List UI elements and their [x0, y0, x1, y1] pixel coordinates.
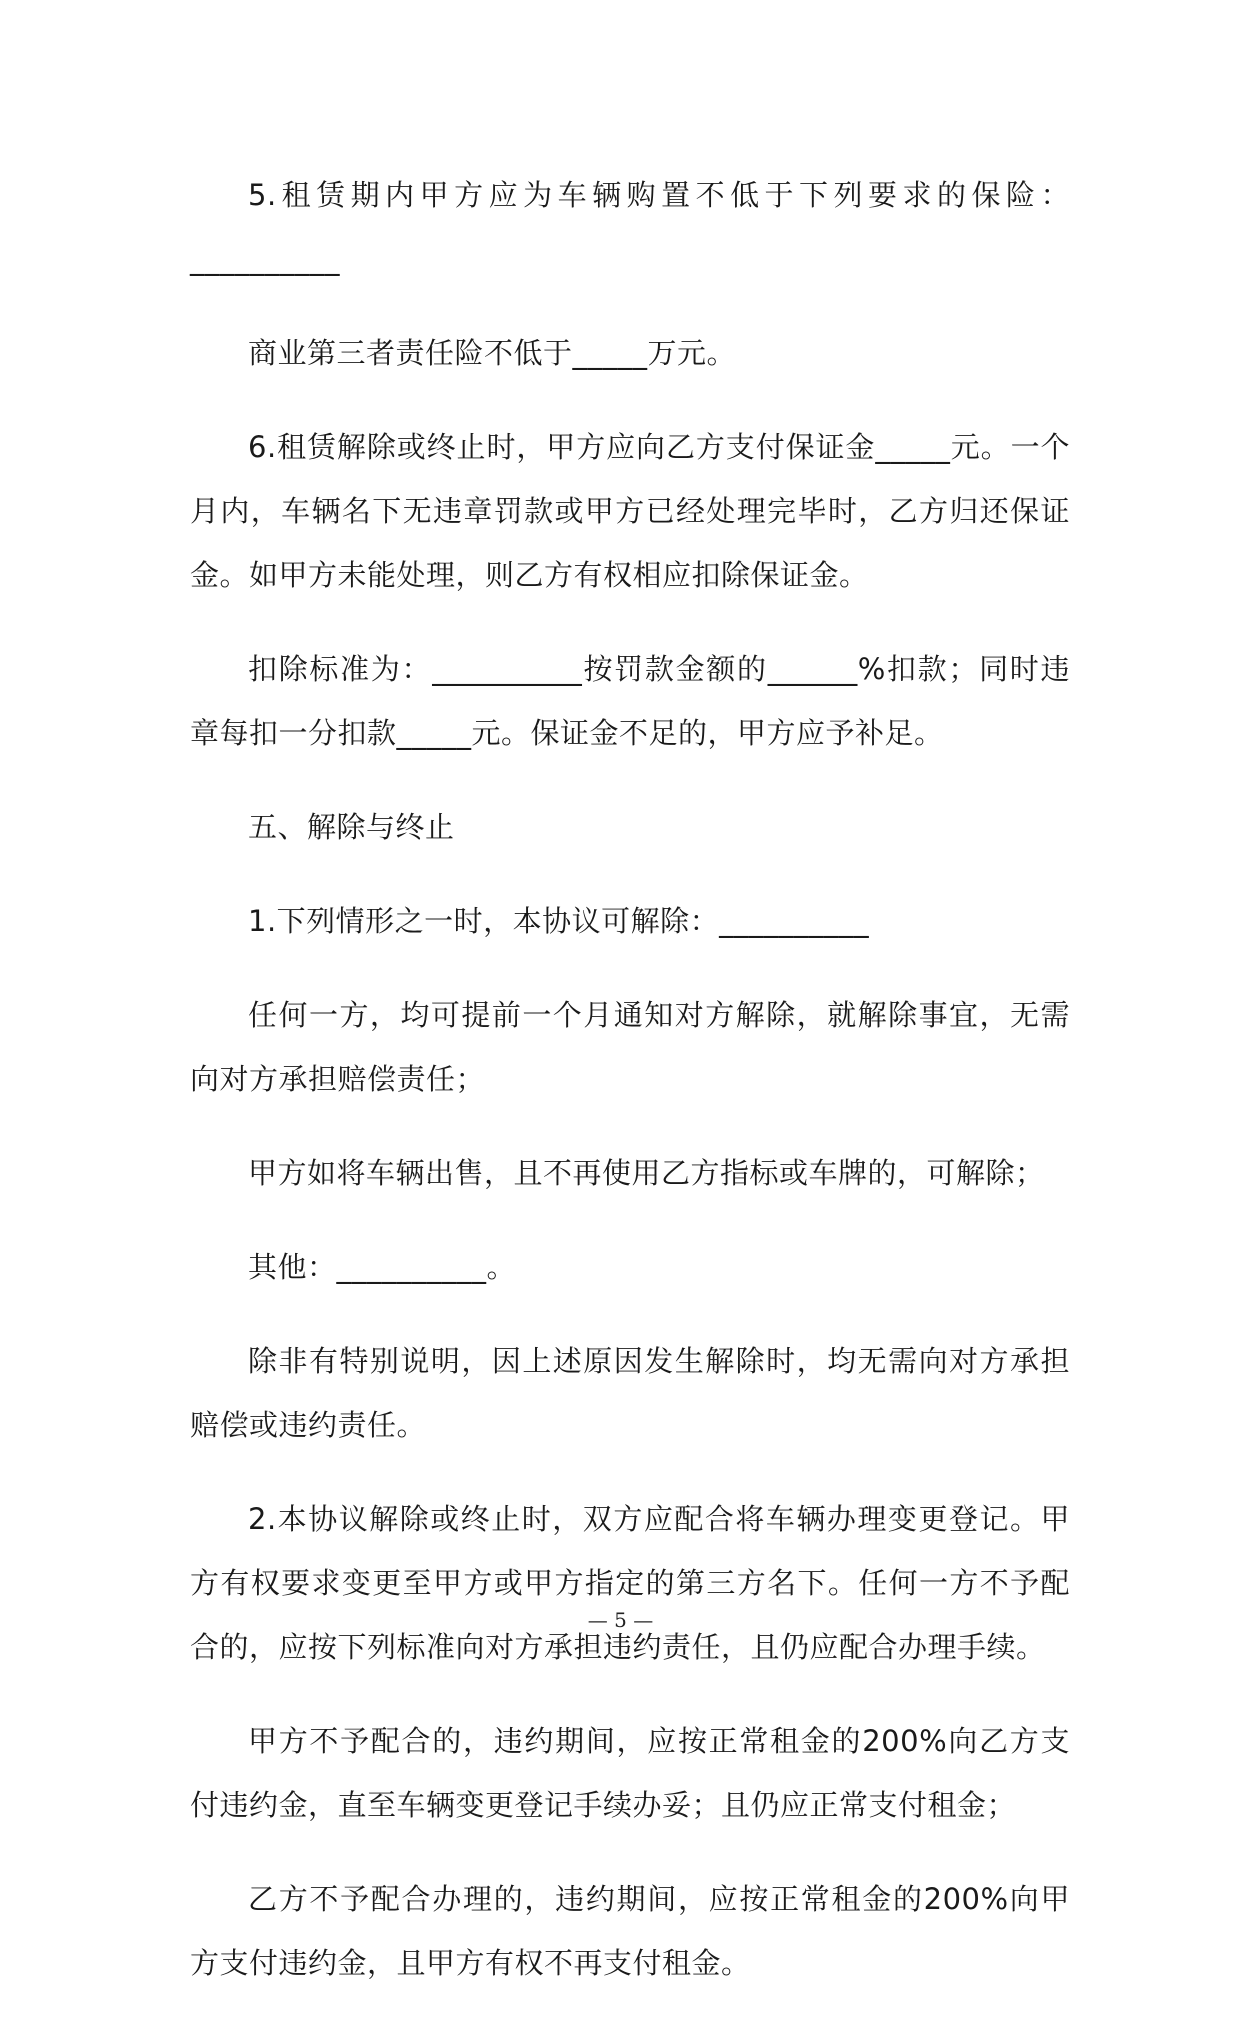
paragraph-vehicle-sale: 甲方如将车辆出售，且不再使用乙方指标或车牌的，可解除；	[248, 1156, 1045, 1190]
paragraph-termination-conditions: 1.下列情形之一时，本协议可解除：__________	[248, 904, 870, 938]
paragraph-third-party-liability: 商业第三者责任险不低于_____万元。	[248, 336, 737, 370]
paragraph-registration-change: 2.本协议解除或终止时，双方应配合将车辆办理变更登记。甲方有权要求变更至甲方或甲方指定的第三方名下。任何一方不予配合的，应按下列标准向对方承担违约责任，且仍应配合办理手续。	[190, 1502, 1070, 1664]
paragraph-deduction-standard: 扣除标准为：__________按罚款金额的______%扣款；同时违章每扣一分扣款_____元。保证金不足的，甲方应予补足。	[190, 652, 1070, 750]
paragraph-either-party-notice: 任何一方，均可提前一个月通知对方解除，就解除事宜，无需向对方承担赔偿责任；	[190, 998, 1070, 1096]
paragraph-other: 其他：__________。	[248, 1250, 517, 1284]
paragraph-party-b-penalty: 乙方不予配合办理的，违约期间，应按正常租金的200%向甲方支付违约金，且甲方有权不再支付租金。	[190, 1882, 1070, 1980]
paragraph-party-a-penalty: 甲方不予配合的，违约期间，应按正常租金的200%向乙方支付违约金，直至车辆变更登记手续办妥；且仍应正常支付租金；	[190, 1724, 1070, 1822]
paragraph-no-liability: 除非有特别说明，因上述原因发生解除时，均无需向对方承担赔偿或违约责任。	[190, 1344, 1070, 1442]
document-body	[190, 163, 1070, 2025]
page-number: — 5 —	[587, 1608, 654, 1632]
section-heading-termination: 五、解除与终止	[248, 810, 455, 844]
paragraph-insurance: 5.租赁期内甲方应为车辆购置不低于下列要求的保险：__________	[190, 178, 1070, 276]
paragraph-deposit: 6.租赁解除或终止时，甲方应向乙方支付保证金_____元。一个月内，车辆名下无违章罚款或甲方已经处理完毕时，乙方归还保证金。如甲方未能处理，则乙方有权相应扣除保证金。	[190, 430, 1070, 592]
